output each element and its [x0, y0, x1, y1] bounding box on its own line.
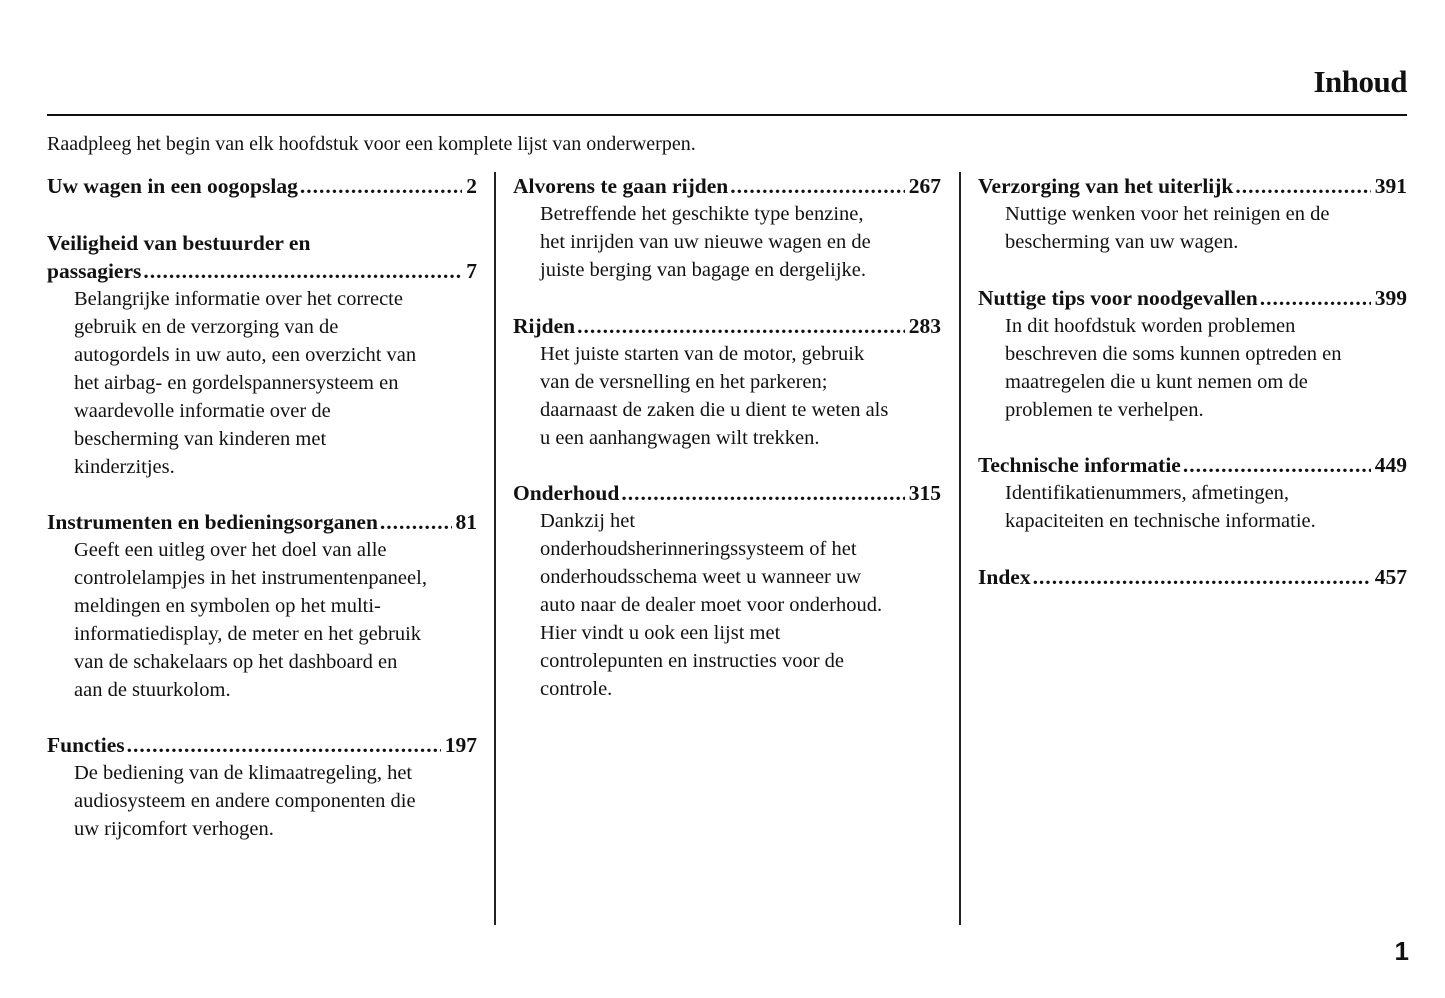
- entry-page-number: 457: [1374, 565, 1407, 589]
- dot-leader: [1235, 172, 1370, 200]
- column-divider: [959, 172, 961, 925]
- entry-heading[interactable]: [978, 451, 1407, 479]
- entry-heading[interactable]: [978, 563, 1407, 591]
- entry-page-number: 197: [444, 733, 477, 757]
- entry-title: Rijden: [513, 314, 576, 338]
- entry-description: Het juiste starten van de motor, gebruik van de versnelling en het parkeren; daarnaast de zaken die u dient te weten als u een aanhangwagen wilt trekken.: [540, 343, 889, 449]
- entry-heading[interactable]: [513, 479, 941, 507]
- entry-title: passagiers: [47, 259, 142, 283]
- entry-page-number: 399: [1374, 286, 1407, 310]
- entry-heading[interactable]: [978, 284, 1407, 312]
- entry-heading[interactable]: [47, 172, 477, 200]
- entry-title: Alvorens te gaan rijden: [513, 174, 729, 198]
- toc-entry[interactable]: [47, 731, 477, 843]
- entry-description: In dit hoofdstuk worden problemen beschreven die soms kunnen optreden en maatregelen die u kunt nemen om de problemen te verhelpen.: [1005, 315, 1342, 421]
- dot-leader: [143, 257, 462, 285]
- entry-page-number: 449: [1374, 453, 1407, 477]
- header-rule: [47, 114, 1407, 116]
- entry-page-number: 391: [1374, 174, 1407, 198]
- entry-description: Betreffende het geschikte type benzine, het inrijden van uw nieuwe wagen en de juiste berging van bagage en dergelijke.: [540, 203, 871, 281]
- entry-title: Instrumenten en bedieningsorganen: [47, 510, 378, 534]
- entry-heading[interactable]: [47, 731, 477, 759]
- entry-description: Nuttige wenken voor het reinigen en de bescherming van uw wagen.: [1005, 203, 1330, 253]
- dot-leader: [1260, 284, 1371, 312]
- dot-leader: [380, 508, 452, 536]
- entry-title: Verzorging van het uiterlijk: [978, 174, 1234, 198]
- entry-page-number: 81: [455, 510, 477, 534]
- entry-title: Uw wagen in een oogopslag: [47, 174, 298, 198]
- toc-entry[interactable]: [513, 312, 941, 452]
- entry-title: Functies: [47, 733, 125, 757]
- toc-entry[interactable]: [47, 229, 477, 481]
- dot-leader: [621, 479, 904, 507]
- entry-title: Technische informatie: [978, 453, 1181, 477]
- column-divider: [494, 172, 496, 925]
- entry-description: Geeft een uitleg over het doel van alle controlelampjes in het instrumentenpaneel, meldingen en symbolen op het multi- informatiedisplay, de meter en het gebruik van de schakelaars op het dashboard en aan de stuurkolom.: [74, 539, 427, 701]
- intro-text: Raadpleeg het begin van elk hoofdstuk voor een komplete lijst van onderwerpen.: [47, 133, 696, 155]
- dot-leader: [1183, 451, 1371, 479]
- entry-heading[interactable]: [47, 508, 477, 536]
- entry-heading[interactable]: [47, 229, 477, 257]
- entry-description: Identifikatienummers, afmetingen, kapaciteiten en technische informatie.: [1005, 482, 1316, 532]
- entry-heading[interactable]: [47, 257, 477, 285]
- entry-description: Belangrijke informatie over het correcte gebruik en de verzorging van de autogordels in uw auto, een overzicht van het airbag- en gordelspannersysteem en waardevolle informatie over de bescherming van kinderen met kinderzitjes.: [74, 288, 417, 478]
- toc-entry[interactable]: [978, 284, 1407, 424]
- dot-leader: [300, 172, 462, 200]
- entry-title: Index: [978, 565, 1031, 589]
- dot-leader: [1033, 563, 1371, 591]
- dot-leader: [127, 731, 441, 759]
- toc-entry[interactable]: [978, 451, 1407, 535]
- entry-title: Nuttige tips voor noodgevallen: [978, 286, 1258, 310]
- page-title: Inhoud: [1313, 64, 1407, 99]
- entry-page-number: 2: [466, 174, 477, 198]
- entry-page-number: 315: [908, 481, 941, 505]
- toc-entry[interactable]: [978, 563, 1407, 591]
- dot-leader: [577, 312, 905, 340]
- toc-entry[interactable]: [978, 172, 1407, 256]
- page-number: 1: [1394, 936, 1409, 966]
- toc-entry[interactable]: [513, 172, 941, 284]
- entry-description: De bediening van de klimaatregeling, het audiosysteem en andere componenten die uw rijcomfort verhogen.: [74, 762, 416, 840]
- entry-page-number: 283: [908, 314, 941, 338]
- toc-entry[interactable]: [47, 172, 477, 200]
- entry-page-number: 267: [908, 174, 941, 198]
- entry-title: Veiligheid van bestuurder en: [47, 231, 311, 255]
- entry-description: Dankzij het onderhoudsherinneringssysteem of het onderhoudsschema weet u wanneer uw auto naar de dealer moet voor onderhoud. Hier vindt u ook een lijst met controlepunten en instructies voor de controle.: [540, 510, 883, 700]
- toc-entry[interactable]: [513, 479, 941, 703]
- entry-page-number: 7: [466, 259, 477, 283]
- entry-title: Onderhoud: [513, 481, 620, 505]
- entry-heading[interactable]: [978, 172, 1407, 200]
- toc-entry[interactable]: [47, 508, 477, 704]
- dot-leader: [730, 172, 905, 200]
- entry-heading[interactable]: [513, 312, 941, 340]
- entry-heading[interactable]: [513, 172, 941, 200]
